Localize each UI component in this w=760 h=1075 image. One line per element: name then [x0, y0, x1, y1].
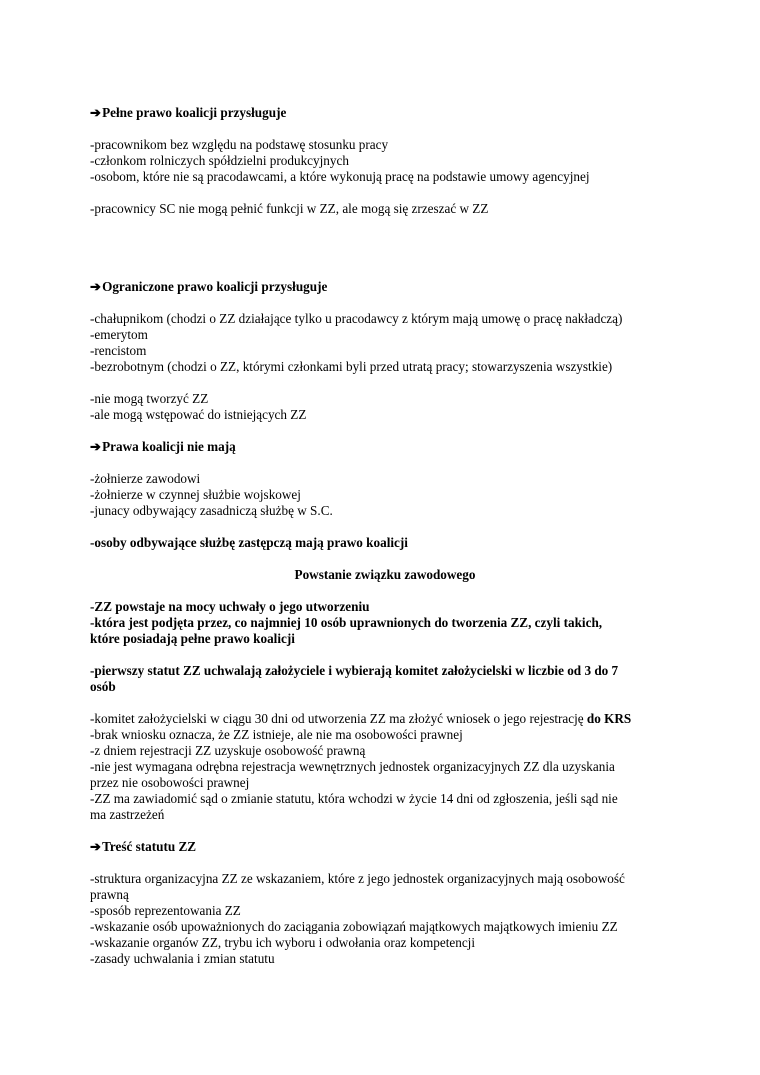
arrow-right-icon: ➔	[90, 279, 102, 294]
section-heading-limited-coalition: ➔Ograniczone prawo koalicji przysługuje	[90, 279, 328, 294]
bold-line: -ZZ powstaje na mocy uchwały o jego utworzeniu	[90, 599, 370, 614]
list-item: przez nie osobowości prawnej	[90, 775, 250, 790]
bold-note: -osoby odbywające służbę zastępczą mają prawo koalicji	[90, 535, 408, 550]
list-item: -osobom, które nie są pracodawcami, a które wykonują pracę na podstawie umowy agencyjnej	[90, 169, 590, 184]
section-title-union-formation: Powstanie związku zawodowego	[294, 567, 476, 582]
bold-line: -pierwszy statut ZZ uchwalają założyciele i wybierają komitet założycielski w liczbie od 3 do 7	[90, 663, 619, 678]
bold-line: osób	[90, 679, 116, 694]
list-item: prawną	[90, 887, 129, 902]
list-item: -chałupnikom (chodzi o ZZ działające tylko u pracodawcy z którym mają umowę o pracę nakładczą)	[90, 311, 623, 326]
list-item: -pracownikom bez względu na podstawę stosunku pracy	[90, 137, 389, 152]
list-item: -rencistom	[90, 343, 147, 358]
arrow-right-icon: ➔	[90, 105, 102, 120]
bold-line: -która jest podjęta przez, co najmniej 10 osób uprawnionych do tworzenia ZZ, czyli takich,	[90, 615, 603, 630]
note-line: -pracownicy SC nie mogą pełnić funkcji w ZZ, ale mogą się zrzeszać w ZZ	[90, 201, 489, 216]
list-item: -z dniem rejestracji ZZ uzyskuje osobowość prawną	[90, 743, 366, 758]
list-item: -członkom rolniczych spółdzielni produkcyjnych	[90, 153, 349, 168]
krs-line: -komitet założycielski w ciągu 30 dni od utworzenia ZZ ma złożyć wniosek o jego rejestrację do KRS	[90, 711, 632, 726]
document-page	[90, 105, 680, 967]
section-heading-no-coalition: ➔Prawa koalicji nie mają	[90, 439, 236, 454]
arrow-right-icon: ➔	[90, 439, 102, 454]
list-item: -wskazanie osób upoważnionych do zaciągania zobowiązań majątkowych majątkowych imieniu ZZ	[90, 919, 618, 934]
list-item: -bezrobotnym (chodzi o ZZ, którymi członkami byli przed utratą pracy; stowarzyszenia wszystkie)	[90, 359, 613, 374]
list-item: -junacy odbywający zasadniczą służbę w S.C.	[90, 503, 333, 518]
arrow-right-icon: ➔	[90, 839, 102, 854]
list-item: -ZZ ma zawiadomić sąd o zmianie statutu, która wchodzi w życie 14 dni od zgłoszenia, jeśli sąd nie	[90, 791, 618, 806]
list-item: -nie jest wymagana odrębna rejestracja wewnętrznych jednostek organizacyjnych ZZ dla uzyskania	[90, 759, 615, 774]
list-item: -zasady uchwalania i zmian statutu	[90, 951, 275, 966]
list-item: -żołnierze zawodowi	[90, 471, 201, 486]
note-line: -nie mogą tworzyć ZZ	[90, 391, 209, 406]
krs-bold-text: do KRS	[586, 711, 632, 726]
list-item: -sposób reprezentowania ZZ	[90, 903, 241, 918]
note-line: -ale mogą wstępować do istniejących ZZ	[90, 407, 307, 422]
list-item: ma zastrzeżeń	[90, 807, 165, 822]
list-item: -emerytom	[90, 327, 148, 342]
bold-line: które posiadają pełne prawo koalicji	[90, 631, 295, 646]
list-item: -struktura organizacyjna ZZ ze wskazaniem, które z jego jednostek organizacyjnych mają osobowość	[90, 871, 625, 886]
list-item: -żołnierze w czynnej służbie wojskowej	[90, 487, 301, 502]
section-heading-statute-content: ➔Treść statutu ZZ	[90, 839, 197, 854]
section-heading-full-coalition: ➔Pełne prawo koalicji przysługuje	[90, 105, 287, 120]
list-item: -brak wniosku oznacza, że ZZ istnieje, ale nie ma osobowości prawnej	[90, 727, 463, 742]
list-item: -wskazanie organów ZZ, trybu ich wyboru i odwołania oraz kompetencji	[90, 935, 476, 950]
